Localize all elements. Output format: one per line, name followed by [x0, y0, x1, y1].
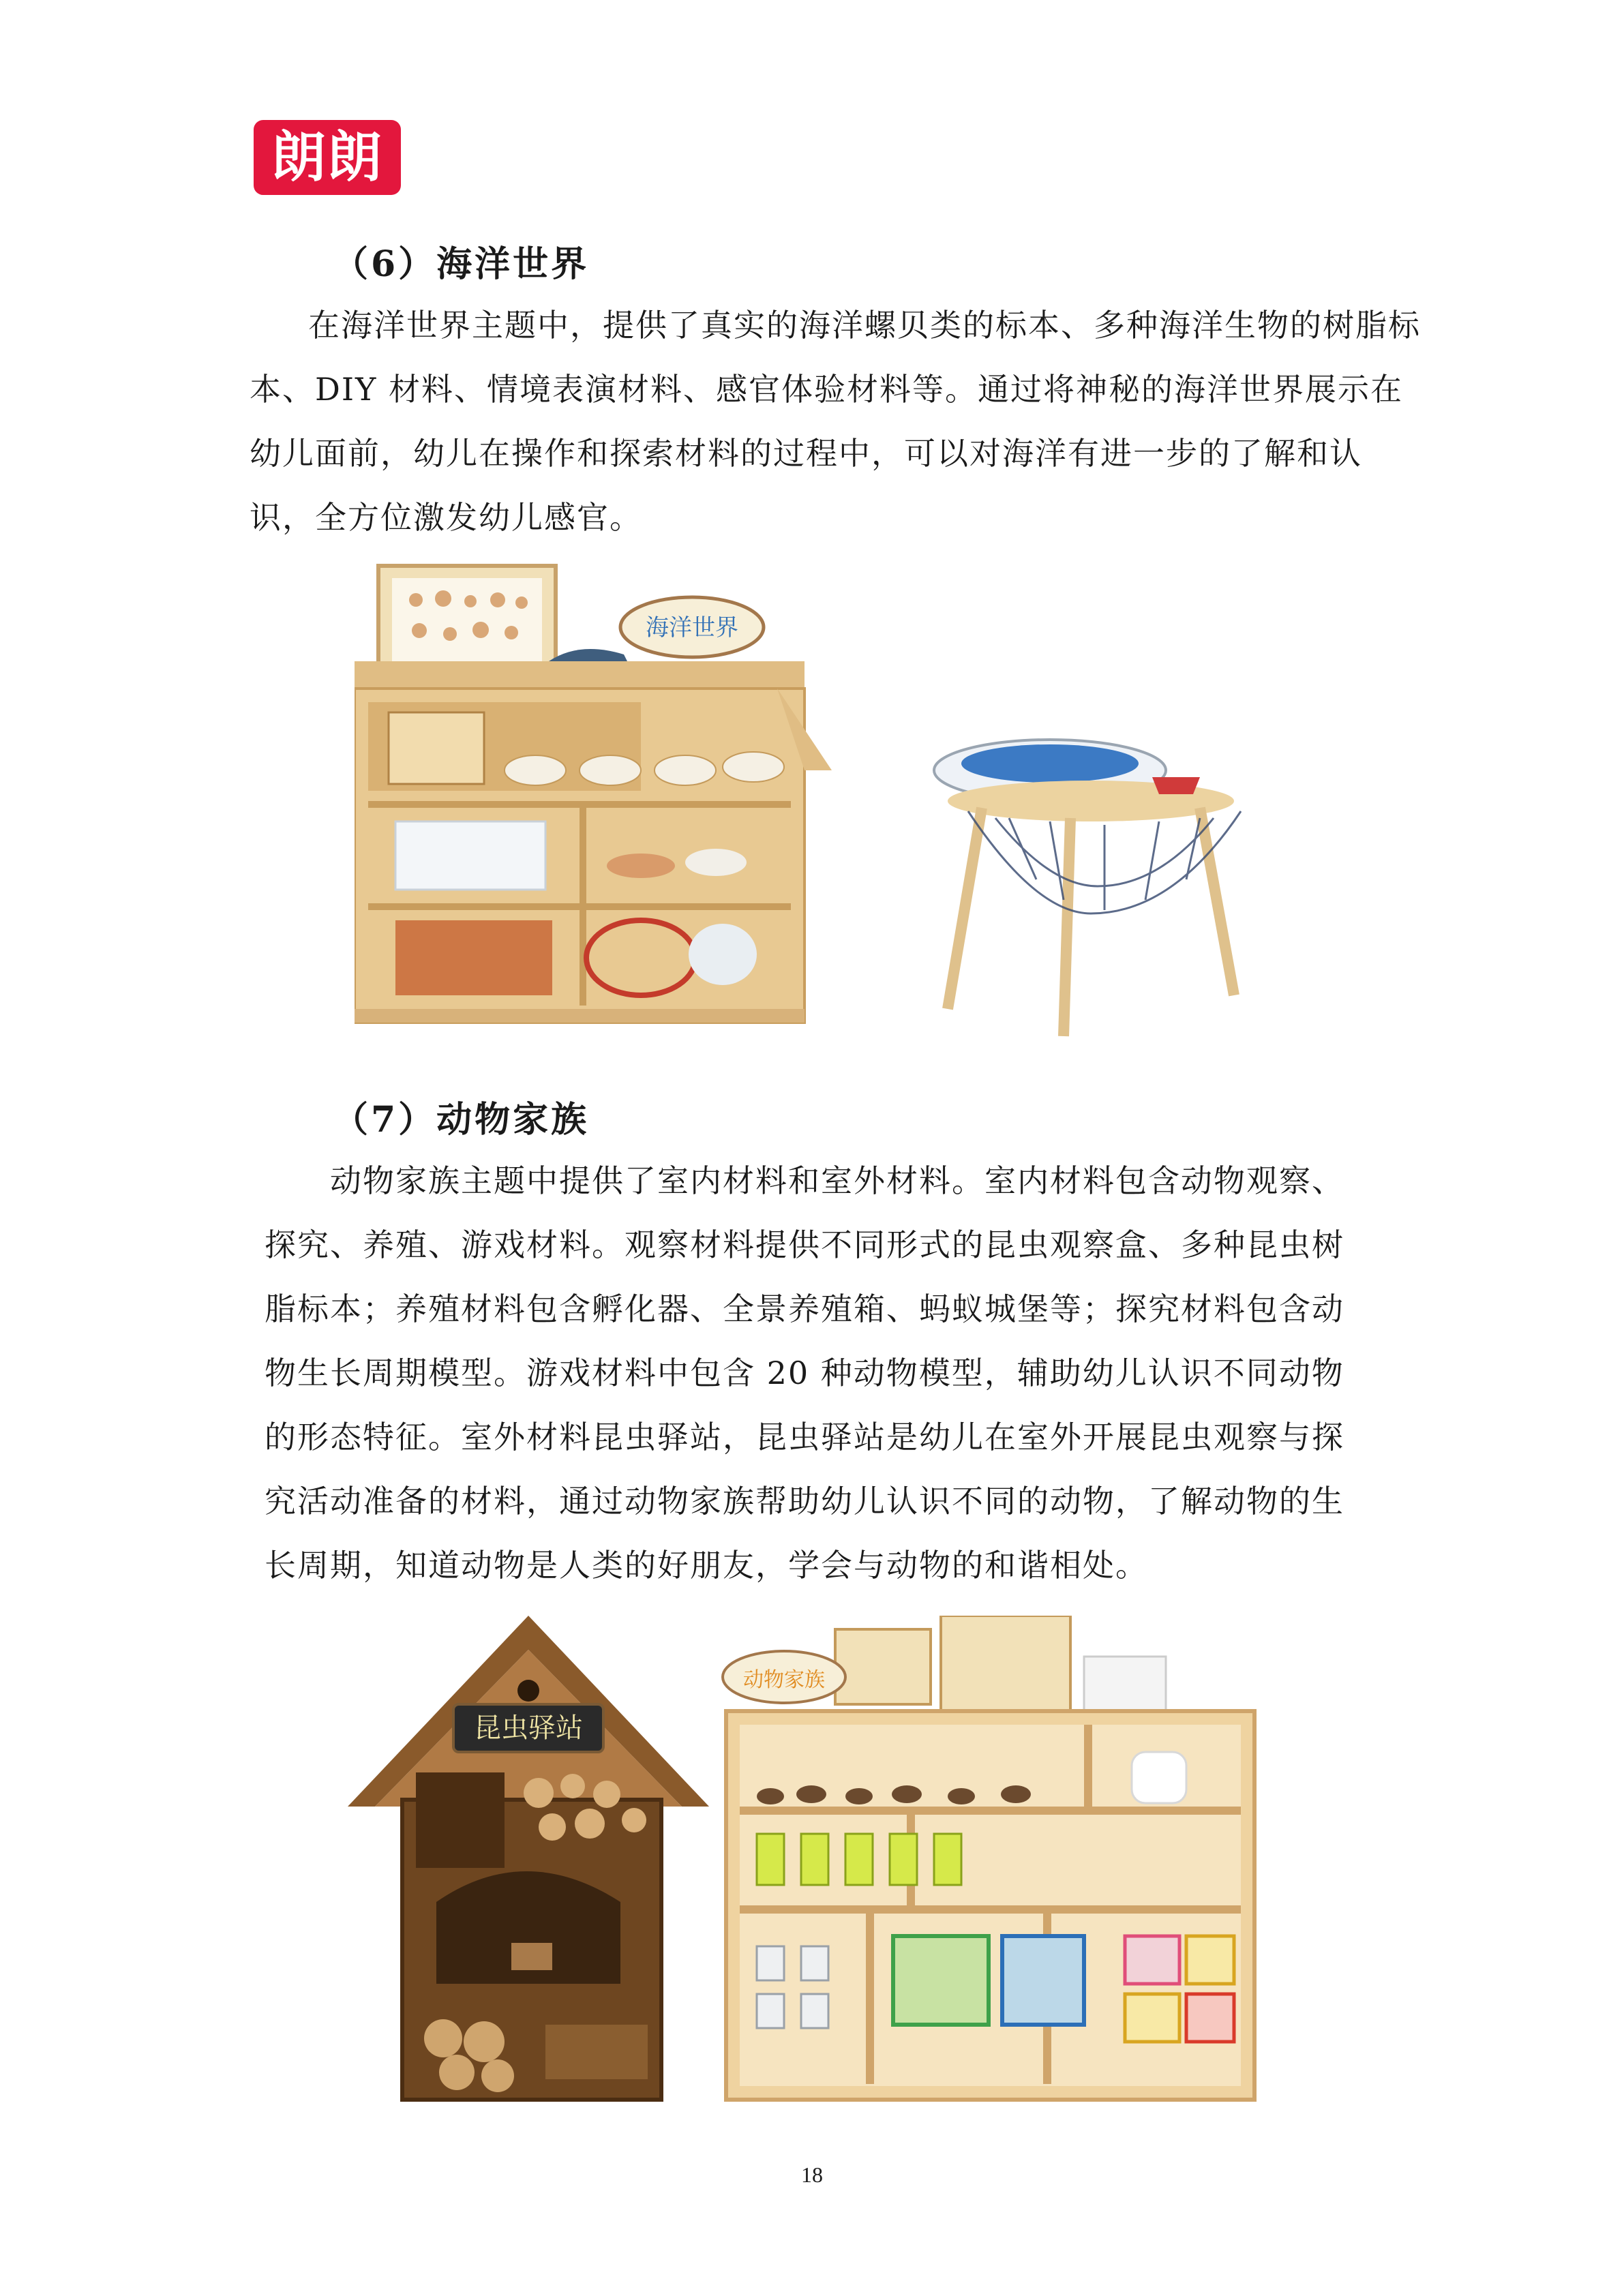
paragraph-line: 幼儿面前，幼儿在操作和探索材料的过程中，可以对海洋有进一步的了解和认 [250, 435, 1362, 472]
page-number: 18 [801, 2162, 823, 2187]
brand-logo [254, 120, 401, 195]
section-paragraph-ocean [250, 293, 1421, 549]
paragraph-line: 在海洋世界主题中，提供了真实的海洋螺贝类的标本、多种海洋生物的树脂标 [308, 307, 1421, 344]
ocean-world-photo [355, 559, 1282, 1050]
paragraph-line: 脂标本；养殖材料包含孵化器、全景养殖箱、蚂蚁城堡等；探究材料包含动 [265, 1290, 1344, 1327]
ocean-sign-text: 海洋世界 [646, 614, 738, 641]
shell-box [395, 821, 545, 890]
paragraph-line: 本、DIY 材料、情境表演材料、感官体验材料等。通过将神秘的海洋世界展示在 [250, 371, 1404, 408]
paragraph-line: 究活动准备的材料，通过动物家族帮助幼儿认识不同的动物，了解动物的生 [265, 1483, 1344, 1520]
section-heading-animals: （7）动物家族 [333, 1099, 590, 1141]
paragraph-line: 动物家族主题中提供了室内材料和室外材料。室内材料包含动物观察、 [330, 1162, 1344, 1199]
paragraph-line: 的形态特征。室外材料昆虫驿站，昆虫驿站是幼儿在室外开展昆虫观察与探 [265, 1419, 1344, 1455]
animal-family-sign-text: 动物家族 [743, 1668, 825, 1692]
insect-station-sign-text: 昆虫驿站 [474, 1712, 583, 1744]
section-paragraph-animals [265, 1149, 1344, 1597]
paragraph-line: 长周期，知道动物是人类的好朋友，学会与动物的和谐相处。 [265, 1547, 1148, 1584]
paragraph-line: 识，全方位激发幼儿感官。 [250, 499, 642, 536]
section-heading-ocean: （6）海洋世界 [333, 243, 590, 285]
brand-logo-text: 朗朗 [271, 125, 383, 189]
paragraph-line: 物生长周期模型。游戏材料中包含 20 种动物模型，辅助幼儿认识不同动物 [265, 1355, 1344, 1391]
animal-family-photo [348, 1616, 1282, 2106]
paragraph-line: 探究、养殖、游戏材料。观察材料提供不同形式的昆虫观察盒、多种昆虫树 [265, 1226, 1344, 1263]
